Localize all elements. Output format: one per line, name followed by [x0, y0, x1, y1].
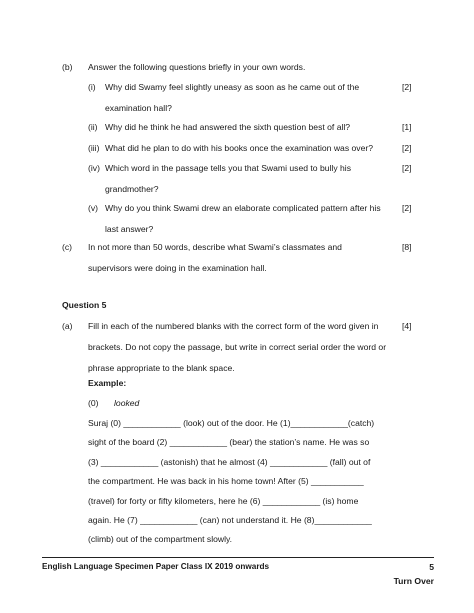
marks-label: [2] [402, 143, 412, 153]
question-text: Why did Swamy feel slightly uneasy as soon as he came out of the examination hall? [105, 82, 360, 113]
example-number: (0) [88, 398, 99, 408]
section-b-instruction: Answer the following questions briefly in your own words. [88, 62, 306, 72]
page-number: 5 [429, 562, 434, 572]
passage-line: again. He (7) ____________ (can) not understand it. He (8)____________ [88, 515, 372, 526]
example-answer: looked [114, 398, 140, 408]
passage-line: (3) ____________ (astonish) that he almost (4) ____________ (fall) out of [88, 456, 371, 467]
marks-label: [2] [402, 203, 412, 213]
question-text: Why do you think Swami drew an elaborate complicated pattern after his last answer? [105, 203, 381, 234]
question-text: Which word in the passage tells you that Swami used to bully his grandmother? [105, 163, 352, 194]
section-b-label: (b) [62, 62, 73, 72]
question-number: (v) [88, 203, 99, 213]
passage-line: sight of the board (2) ____________ (bear) the station’s name. He was so [88, 437, 370, 448]
passage-line: (climb) out of the compartment slowly. [88, 534, 233, 545]
passage-line: (travel) for forty or fifty kilometers, here he (6) ____________ (is) home [88, 495, 359, 506]
passage [88, 414, 388, 550]
section-c-text: In not more than 50 words, describe what Swami’s classmates and supervisors were doing in the examination hall. [88, 242, 342, 273]
marks-label: [8] [402, 242, 412, 252]
passage-line: the compartment. He was back in his home town! After (5) ___________ [88, 476, 364, 487]
question-number: (i) [88, 82, 96, 92]
question-number: (iv) [88, 163, 100, 173]
footer-title: English Language Specimen Paper Class IX 2019 onwards [42, 562, 270, 571]
turn-over-label: Turn Over [393, 576, 434, 586]
question-text: What did he plan to do with his books once the examination was over? [105, 143, 373, 153]
question-number: (ii) [88, 122, 98, 132]
part-a-label: (a) [62, 321, 73, 331]
marks-label: [1] [402, 122, 412, 132]
example-heading: Example: [88, 378, 127, 388]
marks-label: [4] [402, 321, 412, 331]
section-c-label: (c) [62, 242, 73, 252]
marks-label: [2] [402, 163, 412, 173]
question-text: Why did he think he had answered the sixth question best of all? [105, 122, 351, 132]
marks-label: [2] [402, 82, 412, 92]
passage-line: Suraj (0) ____________ (look) out of the door. He (1)____________(catch) [88, 418, 375, 428]
part-a-text: Fill in each of the numbered blanks with the correct form of the word given in brackets. Do not copy the passage, but write in correct serial order the word or phrase appropriate to the blank space. [88, 321, 387, 373]
question-5-heading: Question 5 [62, 300, 107, 310]
question-number: (iii) [88, 143, 100, 153]
footer-divider [42, 557, 434, 558]
